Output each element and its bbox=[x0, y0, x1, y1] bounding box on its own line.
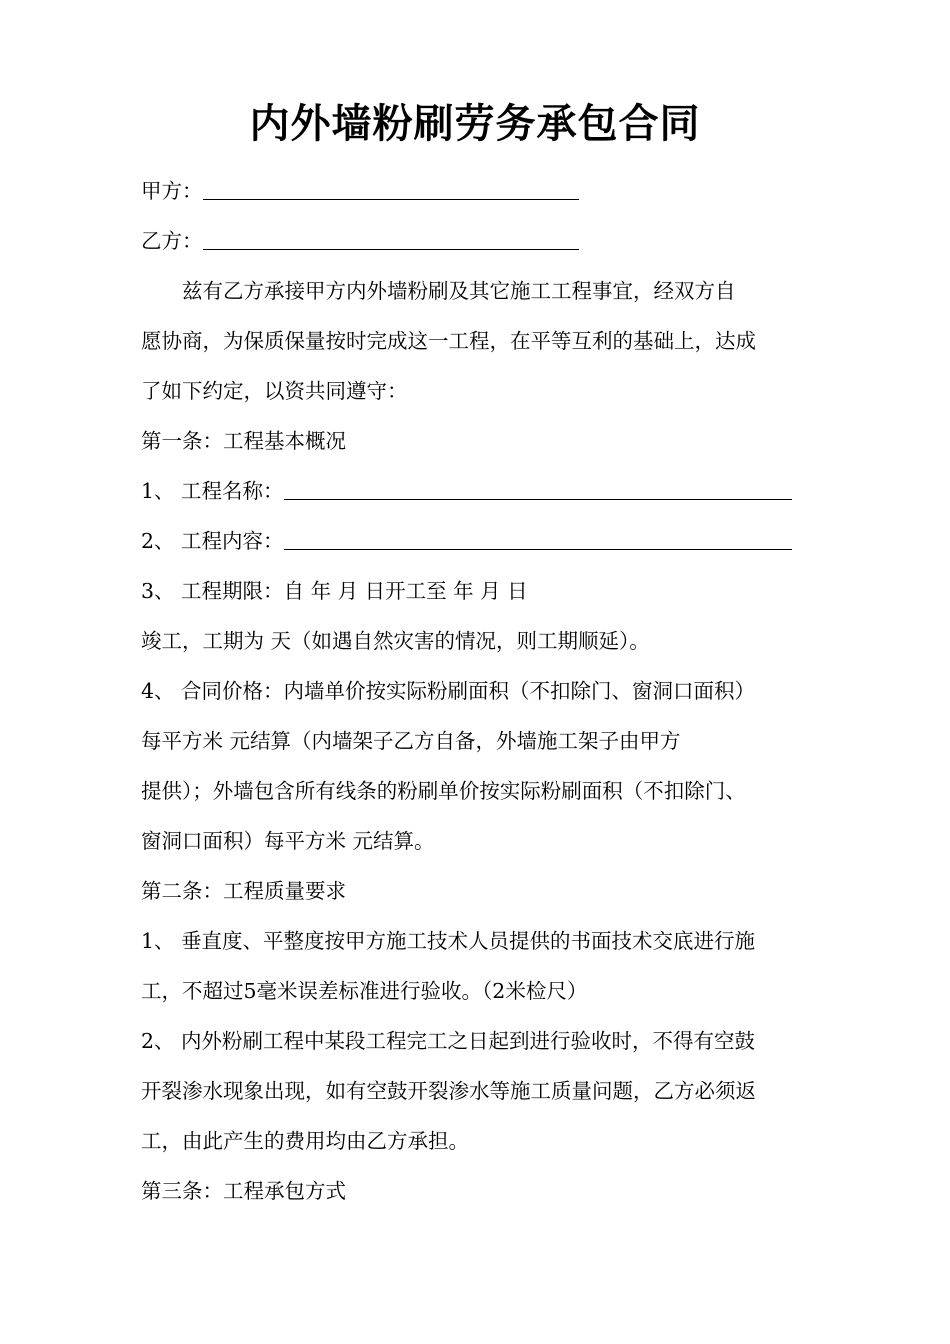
article-2-item-2-line-2: 开裂渗水现象出现，如有空鼓开裂渗水等施工质量问题，乙方必须返 bbox=[141, 1079, 756, 1103]
document-title: 内外墙粉刷劳务承包合同 bbox=[249, 101, 701, 147]
party-b-line bbox=[141, 226, 821, 256]
article-1-item-2 bbox=[141, 526, 821, 556]
article-2-item-1-line-1: 1、 垂直度、平整度按甲方施工技术人员提供的书面技术交底进行施 bbox=[141, 929, 756, 953]
article-1-item-3-line-2: 竣工，工期为 天（如遇自然灾害的情况，则工期顺延）。 bbox=[141, 629, 650, 653]
article-1-item-4-line-2: 每平方米 元结算（内墙架子乙方自备，外墙施工架子由甲方 bbox=[141, 729, 681, 753]
article-2-item-2-line-1: 2、 内外粉刷工程中某段工程完工之日起到进行验收时，不得有空鼓 bbox=[141, 1029, 756, 1053]
party-a-blank[interactable] bbox=[203, 179, 579, 200]
article-1-item-4-line-1: 4、 合同价格：内墙单价按实际粉刷面积（不扣除门、窗洞口面积） bbox=[141, 679, 756, 703]
party-b-blank[interactable] bbox=[203, 229, 579, 250]
party-a-label: 甲方： bbox=[141, 179, 203, 203]
article-1-item-1 bbox=[141, 476, 821, 506]
intro-line-2: 愿协商，为保质保量按时完成这一工程，在平等互利的基础上，达成 bbox=[141, 329, 756, 353]
party-a-line bbox=[141, 176, 821, 206]
project-name-label: 1、 工程名称： bbox=[141, 479, 284, 503]
article-1-item-3-line-1: 3、 工程期限：自 年 月 日开工至 年 月 日 bbox=[141, 579, 528, 603]
article-3-heading: 第三条：工程承包方式 bbox=[141, 1179, 346, 1203]
article-1-item-4-line-4: 窗洞口面积）每平方米 元结算。 bbox=[141, 829, 435, 853]
article-2-heading: 第二条：工程质量要求 bbox=[141, 879, 346, 903]
article-2-item-2-line-3: 工，由此产生的费用均由乙方承担。 bbox=[141, 1129, 469, 1153]
intro-line-3: 了如下约定，以资共同遵守： bbox=[141, 379, 408, 403]
article-2-item-1-line-2: 工，不超过5毫米误差标准进行验收。（2米检尺） bbox=[141, 979, 588, 1003]
party-b-label: 乙方： bbox=[141, 229, 203, 253]
intro-line-1: 兹有乙方承接甲方内外墙粉刷及其它施工工程事宜，经双方自 bbox=[182, 279, 736, 303]
project-name-blank[interactable] bbox=[284, 479, 792, 500]
project-content-label: 2、 工程内容： bbox=[141, 529, 284, 553]
project-content-blank[interactable] bbox=[284, 529, 792, 550]
article-1-item-4-line-3: 提供）；外墙包含所有线条的粉刷单价按实际粉刷面积（不扣除门、 bbox=[141, 779, 746, 803]
article-1-heading: 第一条：工程基本概况 bbox=[141, 429, 346, 453]
